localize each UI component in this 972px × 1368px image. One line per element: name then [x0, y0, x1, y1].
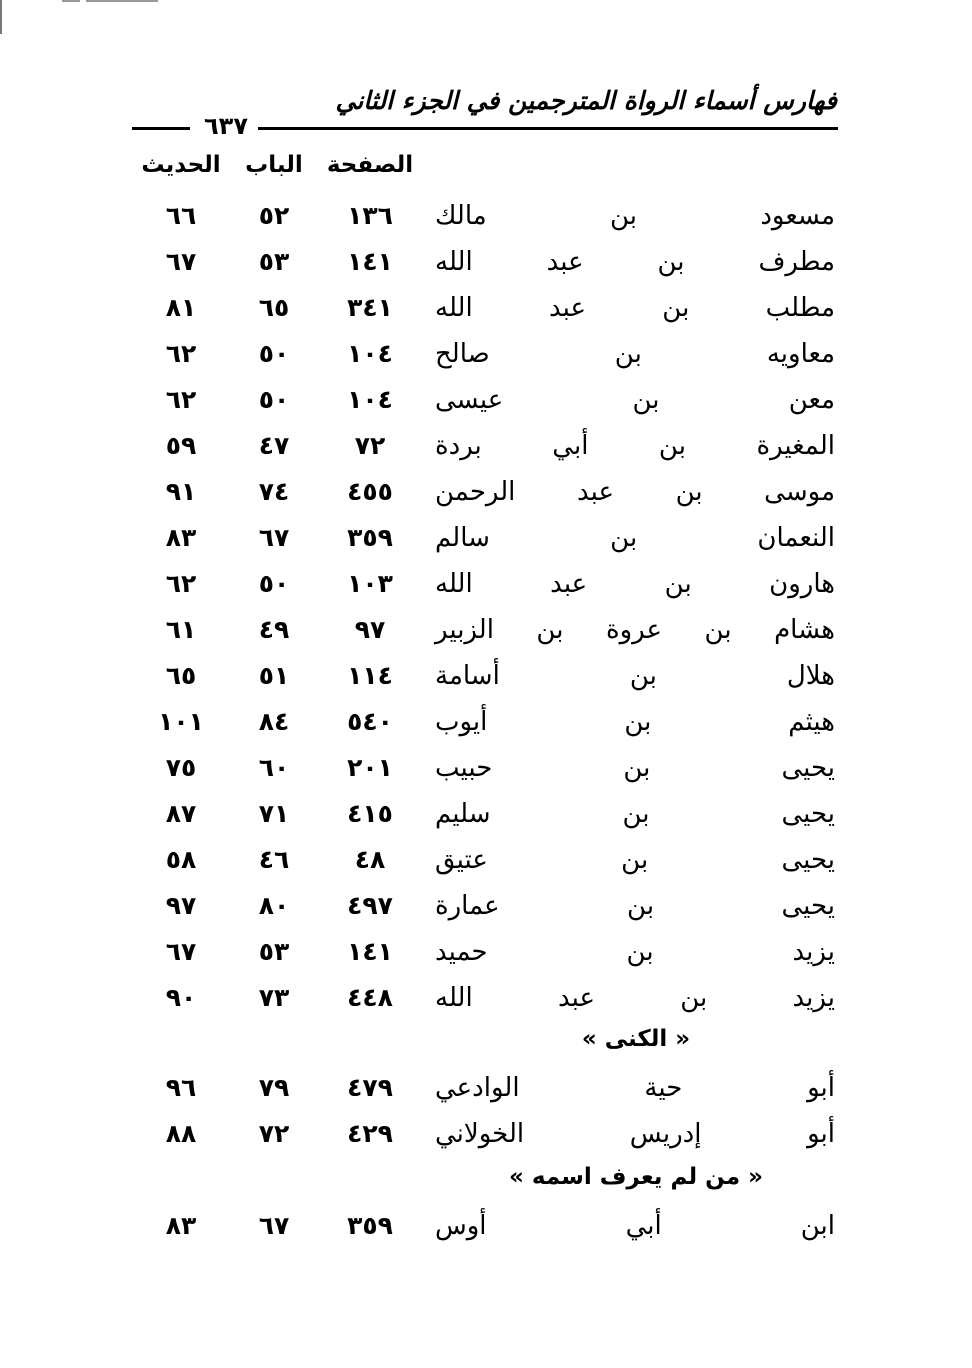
page-ref: ١٤١ — [347, 247, 393, 276]
index-row — [0, 932, 972, 978]
narrator-name: المغيرة بن أبي بردة — [435, 431, 835, 461]
bab-ref: ٤٧ — [258, 431, 290, 460]
index-row — [0, 242, 972, 288]
index-row — [0, 426, 972, 472]
bab-ref: ٦٥ — [258, 293, 290, 322]
page-ref: ٤٧٩ — [347, 1073, 393, 1102]
hadith-ref: ٦٢ — [165, 339, 197, 368]
hadith-ref: ٦١ — [165, 615, 197, 644]
hadith-ref: ٦٥ — [165, 661, 197, 690]
page-ref: ٤٤٨ — [347, 983, 393, 1012]
hadith-ref: ٨٣ — [165, 523, 197, 552]
index-row — [0, 748, 972, 794]
column-header-bab: الباب — [245, 152, 303, 178]
scan-edge — [0, 0, 2, 34]
bab-ref: ٧٢ — [258, 1119, 290, 1148]
hadith-ref: ٦٦ — [165, 201, 197, 230]
index-row — [0, 334, 972, 380]
narrator-name: معاويه بن صالح — [435, 339, 835, 369]
page-ref: ٤٩٧ — [347, 891, 393, 920]
hadith-ref: ٦٢ — [165, 385, 197, 414]
narrator-name: معن بن عيسى — [435, 385, 835, 415]
bab-ref: ٤٩ — [258, 615, 290, 644]
scan-artifact — [62, 0, 80, 2]
section-title-kuna: « الكنى » — [581, 1026, 691, 1052]
narrator-name: يزيد بن عبد الله — [435, 983, 835, 1013]
narrator-name: يزيد بن حميد — [435, 937, 835, 967]
bab-ref: ٦٧ — [258, 523, 290, 552]
index-row — [0, 656, 972, 702]
index-row — [0, 978, 972, 1024]
index-row — [0, 564, 972, 610]
index-row — [0, 288, 972, 334]
bab-ref: ٨٠ — [258, 891, 290, 920]
hadith-ref: ٩١ — [165, 477, 197, 506]
narrator-name: أبو حية الوادعي — [435, 1073, 835, 1103]
hadith-ref: ٩٧ — [165, 891, 197, 920]
section-title-unnamed: « من لم يعرف اسمه » — [509, 1164, 763, 1190]
page-ref: ١١٤ — [347, 661, 393, 690]
hadith-ref: ٨٣ — [165, 1211, 197, 1240]
narrator-name: النعمان بن سالم — [435, 523, 835, 553]
narrator-name: هلال بن أسامة — [435, 661, 835, 691]
index-row — [0, 1114, 972, 1160]
column-header-hadith: الحديث — [141, 152, 221, 178]
bab-ref: ٤٦ — [258, 845, 290, 874]
page-ref: ٧٢ — [354, 431, 386, 460]
index-row — [0, 1206, 972, 1252]
running-head: فهارس أسماء الرواة المترجمين في الجزء الثاني — [335, 86, 837, 115]
bab-ref: ٧١ — [258, 799, 290, 828]
narrator-name: هشام بن عروة بن الزبير — [435, 615, 835, 645]
index-row — [0, 196, 972, 242]
index-row — [0, 886, 972, 932]
narrator-name: يحيى بن عتيق — [435, 845, 835, 875]
hadith-ref: ٨١ — [165, 293, 197, 322]
page-ref: ٤٥٥ — [347, 477, 393, 506]
narrator-name: ابن أبي أوس — [435, 1211, 835, 1241]
bab-ref: ٧٣ — [258, 983, 290, 1012]
page-ref: ١٤١ — [347, 937, 393, 966]
narrator-name: مطلب بن عبد الله — [435, 293, 835, 323]
bab-ref: ٧٤ — [258, 477, 290, 506]
bab-ref: ٥١ — [258, 661, 290, 690]
header-rule — [258, 127, 838, 130]
narrator-name: موسى بن عبد الرحمن — [435, 477, 835, 507]
narrator-name: أبو إدريس الخولاني — [435, 1119, 835, 1149]
page-ref: ٤١٥ — [347, 799, 393, 828]
index-row — [0, 702, 972, 748]
column-header-page: الصفحة — [326, 152, 414, 178]
page-ref: ٣٤١ — [347, 293, 393, 322]
page-ref: ٣٥٩ — [347, 523, 393, 552]
index-row — [0, 472, 972, 518]
bab-ref: ٧٩ — [258, 1073, 290, 1102]
index-row — [0, 380, 972, 426]
hadith-ref: ٦٧ — [165, 247, 197, 276]
bab-ref: ٥٣ — [258, 937, 290, 966]
page-ref: ١٠٤ — [347, 385, 393, 414]
page-ref: ٤٨ — [354, 845, 386, 874]
index-row — [0, 610, 972, 656]
hadith-ref: ٥٩ — [165, 431, 197, 460]
page-ref: ٤٢٩ — [347, 1119, 393, 1148]
scan-artifact — [86, 0, 158, 2]
page-ref: ١٠٣ — [347, 569, 393, 598]
narrator-name: هيثم بن أيوب — [435, 707, 835, 737]
page-ref: ٥٤٠ — [347, 707, 393, 736]
hadith-ref: ٥٨ — [165, 845, 197, 874]
page-ref: ٩٧ — [354, 615, 386, 644]
bab-ref: ٨٤ — [258, 707, 290, 736]
index-row — [0, 794, 972, 840]
narrator-name: هارون بن عبد الله — [435, 569, 835, 599]
page-ref: ١٠٤ — [347, 339, 393, 368]
narrator-name: يحيى بن سليم — [435, 799, 835, 829]
hadith-ref: ٩٦ — [165, 1073, 197, 1102]
narrator-name: يحيى بن حبيب — [435, 753, 835, 783]
header-rule-short — [132, 127, 190, 130]
hadith-ref: ٨٨ — [165, 1119, 197, 1148]
page-number: ٦٣٧ — [204, 112, 248, 140]
hadith-ref: ٦٢ — [165, 569, 197, 598]
bab-ref: ٥٣ — [258, 247, 290, 276]
hadith-ref: ٨٧ — [165, 799, 197, 828]
hadith-ref: ٧٥ — [165, 753, 197, 782]
narrator-name: مطرف بن عبد الله — [435, 247, 835, 277]
hadith-ref: ٩٠ — [165, 983, 197, 1012]
hadith-ref: ١٠١ — [158, 707, 204, 736]
index-row — [0, 840, 972, 886]
hadith-ref: ٦٧ — [165, 937, 197, 966]
page-ref: ١٣٦ — [347, 201, 393, 230]
narrator-name: مسعود بن مالك — [435, 201, 835, 231]
bab-ref: ٥٠ — [258, 569, 290, 598]
narrator-name: يحيى بن عمارة — [435, 891, 835, 921]
bab-ref: ٥٠ — [258, 385, 290, 414]
page-ref: ٢٠١ — [347, 753, 393, 782]
bab-ref: ٥٢ — [258, 201, 290, 230]
bab-ref: ٦٧ — [258, 1211, 290, 1240]
bab-ref: ٦٠ — [258, 753, 290, 782]
page-ref: ٣٥٩ — [347, 1211, 393, 1240]
index-row — [0, 1068, 972, 1114]
index-row — [0, 518, 972, 564]
bab-ref: ٥٠ — [258, 339, 290, 368]
